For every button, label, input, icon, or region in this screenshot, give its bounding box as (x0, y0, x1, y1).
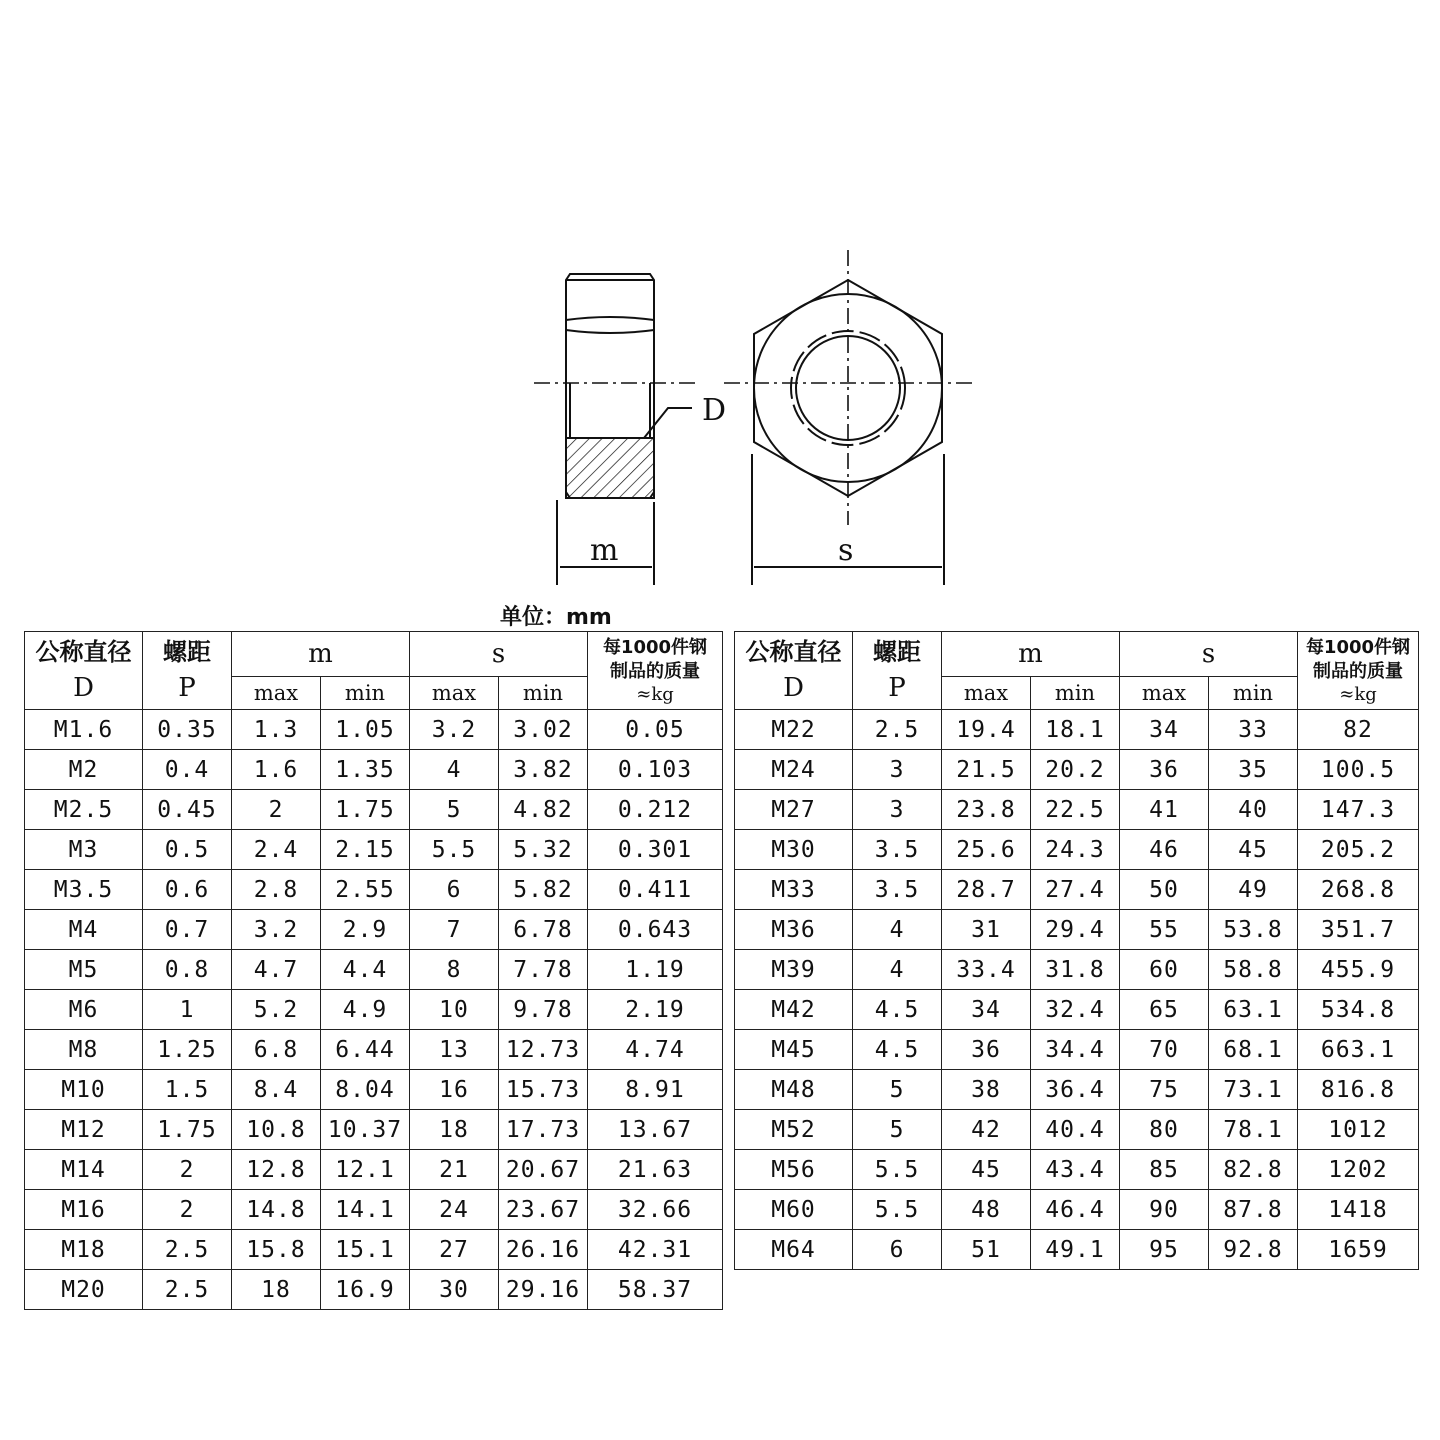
cell-s-max: 6 (410, 870, 499, 910)
header-pitch-symbol: P (178, 672, 196, 703)
cell-s-min: 7.78 (499, 950, 588, 990)
cell-s-min: 92.8 (1209, 1230, 1298, 1270)
cell-s-max: 8 (410, 950, 499, 990)
cell-s-min: 12.73 (499, 1030, 588, 1070)
header-nominal-label: 公称直径 (35, 637, 132, 666)
cell-m-min: 16.9 (321, 1270, 410, 1310)
table-row (735, 710, 1419, 750)
cell-nominal-diameter: M2 (25, 750, 143, 790)
header-mass-line1: 每1000件钢 (602, 636, 708, 658)
cell-mass: 1418 (1298, 1190, 1419, 1230)
cell-s-max: 5.5 (410, 830, 499, 870)
cell-m-min: 18.1 (1031, 710, 1120, 750)
cell-nominal-diameter: M18 (25, 1230, 143, 1270)
cell-s-min: 3.02 (499, 710, 588, 750)
cell-m-min: 8.04 (321, 1070, 410, 1110)
cell-s-max: 34 (1120, 710, 1209, 750)
cell-nominal-diameter: M4 (25, 910, 143, 950)
cell-pitch: 1.5 (143, 1070, 232, 1110)
table-row (25, 950, 723, 990)
cell-m-max: 6.8 (232, 1030, 321, 1070)
table-row (25, 710, 723, 750)
cell-s-max: 30 (410, 1270, 499, 1310)
cell-nominal-diameter: M1.6 (25, 710, 143, 750)
cell-m-max: 12.8 (232, 1150, 321, 1190)
cell-s-min: 26.16 (499, 1230, 588, 1270)
cell-m-max: 38 (942, 1070, 1031, 1110)
cell-pitch: 5.5 (853, 1150, 942, 1190)
table-row (735, 750, 1419, 790)
spec-table-right-body (735, 710, 1419, 1270)
cell-mass: 13.67 (588, 1110, 723, 1150)
header-nominal-diameter (25, 632, 143, 710)
cell-s-max: 13 (410, 1030, 499, 1070)
cell-mass: 1.19 (588, 950, 723, 990)
cell-m-max: 28.7 (942, 870, 1031, 910)
cell-nominal-diameter: M10 (25, 1070, 143, 1110)
header-s-min: min (1209, 677, 1298, 710)
cell-s-max: 70 (1120, 1030, 1209, 1070)
cell-s-max: 7 (410, 910, 499, 950)
cell-mass: 4.74 (588, 1030, 723, 1070)
spec-table-left-body (25, 710, 723, 1310)
cell-s-min: 49 (1209, 870, 1298, 910)
cell-nominal-diameter: M48 (735, 1070, 853, 1110)
cell-m-min: 34.4 (1031, 1030, 1120, 1070)
cell-m-max: 45 (942, 1150, 1031, 1190)
table-row (25, 1150, 723, 1190)
cell-s-min: 4.82 (499, 790, 588, 830)
cell-s-min: 82.8 (1209, 1150, 1298, 1190)
cell-pitch: 0.7 (143, 910, 232, 950)
cell-mass: 663.1 (1298, 1030, 1419, 1070)
cell-nominal-diameter: M6 (25, 990, 143, 1030)
cell-m-min: 2.9 (321, 910, 410, 950)
cell-mass: 1659 (1298, 1230, 1419, 1270)
cell-m-min: 10.37 (321, 1110, 410, 1150)
cell-s-max: 75 (1120, 1070, 1209, 1110)
cell-m-max: 1.3 (232, 710, 321, 750)
cell-pitch: 4 (853, 950, 942, 990)
table-row (25, 1070, 723, 1110)
header-s-label: s (491, 639, 506, 669)
cell-s-min: 45 (1209, 830, 1298, 870)
header-nominal-symbol: D (73, 672, 94, 703)
cell-mass: 0.301 (588, 830, 723, 870)
header-mass-unit: ≈kg (636, 683, 674, 705)
cell-pitch: 0.6 (143, 870, 232, 910)
cell-s-max: 80 (1120, 1110, 1209, 1150)
cell-mass: 0.411 (588, 870, 723, 910)
cell-m-max: 25.6 (942, 830, 1031, 870)
table-row (735, 790, 1419, 830)
cell-nominal-diameter: M64 (735, 1230, 853, 1270)
cell-mass: 205.2 (1298, 830, 1419, 870)
table-row (735, 910, 1419, 950)
diameter-label: D (702, 393, 727, 428)
cell-pitch: 5.5 (853, 1190, 942, 1230)
table-row (25, 790, 723, 830)
table-row (735, 1150, 1419, 1190)
cell-m-min: 22.5 (1031, 790, 1120, 830)
header-m-max: max (942, 677, 1031, 710)
cell-mass: 351.7 (1298, 910, 1419, 950)
header-m-max: max (232, 677, 321, 710)
cell-m-min: 24.3 (1031, 830, 1120, 870)
table-row (25, 990, 723, 1030)
cell-m-min: 1.75 (321, 790, 410, 830)
cell-s-max: 16 (410, 1070, 499, 1110)
header-s-max: max (410, 677, 499, 710)
cell-m-max: 1.6 (232, 750, 321, 790)
cell-mass: 1202 (1298, 1150, 1419, 1190)
cell-m-min: 29.4 (1031, 910, 1120, 950)
cell-nominal-diameter: M30 (735, 830, 853, 870)
header-pitch-symbol: P (888, 672, 906, 703)
cell-pitch: 5 (853, 1070, 942, 1110)
spec-table-left (24, 631, 723, 1310)
table-row (25, 1270, 723, 1310)
cell-pitch: 0.4 (143, 750, 232, 790)
cell-pitch: 3 (853, 790, 942, 830)
cell-s-min: 17.73 (499, 1110, 588, 1150)
cell-nominal-diameter: M3 (25, 830, 143, 870)
cell-mass: 455.9 (1298, 950, 1419, 990)
table-row (735, 870, 1419, 910)
header-nominal-label: 公称直径 (745, 637, 842, 666)
cell-s-max: 27 (410, 1230, 499, 1270)
cell-pitch: 3.5 (853, 830, 942, 870)
cell-m-min: 12.1 (321, 1150, 410, 1190)
cell-m-max: 19.4 (942, 710, 1031, 750)
cell-mass: 147.3 (1298, 790, 1419, 830)
hex-nut-drawing (520, 240, 980, 590)
cell-mass: 0.643 (588, 910, 723, 950)
cell-m-max: 4.7 (232, 950, 321, 990)
cell-nominal-diameter: M36 (735, 910, 853, 950)
cell-pitch: 1.25 (143, 1030, 232, 1070)
cell-pitch: 1.75 (143, 1110, 232, 1150)
cell-nominal-diameter: M45 (735, 1030, 853, 1070)
cell-s-min: 5.32 (499, 830, 588, 870)
cell-s-min: 63.1 (1209, 990, 1298, 1030)
table-row (735, 1110, 1419, 1150)
table-row (735, 1070, 1419, 1110)
cell-m-min: 1.05 (321, 710, 410, 750)
header-m-min: min (1031, 677, 1120, 710)
cell-s-min: 9.78 (499, 990, 588, 1030)
table-row (735, 830, 1419, 870)
cell-nominal-diameter: M39 (735, 950, 853, 990)
table-row (735, 1030, 1419, 1070)
cell-m-min: 6.44 (321, 1030, 410, 1070)
cell-m-max: 15.8 (232, 1230, 321, 1270)
cell-m-max: 23.8 (942, 790, 1031, 830)
cell-pitch: 2 (143, 1190, 232, 1230)
table-row (735, 990, 1419, 1030)
cell-m-min: 4.9 (321, 990, 410, 1030)
cell-s-max: 85 (1120, 1150, 1209, 1190)
cell-s-min: 3.82 (499, 750, 588, 790)
cell-m-min: 27.4 (1031, 870, 1120, 910)
header-m-group (232, 632, 410, 677)
cell-m-max: 14.8 (232, 1190, 321, 1230)
cell-m-max: 8.4 (232, 1070, 321, 1110)
cell-pitch: 3.5 (853, 870, 942, 910)
cell-m-max: 36 (942, 1030, 1031, 1070)
header-pitch (143, 632, 232, 710)
cell-pitch: 3 (853, 750, 942, 790)
cell-nominal-diameter: M8 (25, 1030, 143, 1070)
cell-s-min: 40 (1209, 790, 1298, 830)
header-mass (588, 632, 723, 710)
table-row (735, 1190, 1419, 1230)
cell-s-min: 20.67 (499, 1150, 588, 1190)
cell-s-min: 87.8 (1209, 1190, 1298, 1230)
cell-s-max: 90 (1120, 1190, 1209, 1230)
cell-pitch: 4 (853, 910, 942, 950)
cell-m-max: 48 (942, 1190, 1031, 1230)
cell-s-max: 46 (1120, 830, 1209, 870)
unit-label: 单位：mm (500, 605, 612, 630)
cell-nominal-diameter: M5 (25, 950, 143, 990)
cell-nominal-diameter: M20 (25, 1270, 143, 1310)
table-row (25, 1030, 723, 1070)
cell-nominal-diameter: M52 (735, 1110, 853, 1150)
cell-s-max: 10 (410, 990, 499, 1030)
cell-m-min: 1.35 (321, 750, 410, 790)
cell-mass: 2.19 (588, 990, 723, 1030)
cell-nominal-diameter: M2.5 (25, 790, 143, 830)
cell-pitch: 0.35 (143, 710, 232, 750)
header-mass-line1: 每1000件钢 (1305, 636, 1411, 658)
cell-m-min: 31.8 (1031, 950, 1120, 990)
cell-mass: 32.66 (588, 1190, 723, 1230)
cell-s-max: 50 (1120, 870, 1209, 910)
cell-pitch: 0.5 (143, 830, 232, 870)
cell-mass: 534.8 (1298, 990, 1419, 1030)
cell-s-max: 21 (410, 1150, 499, 1190)
cell-pitch: 5 (853, 1110, 942, 1150)
cell-s-min: 23.67 (499, 1190, 588, 1230)
cell-s-min: 33 (1209, 710, 1298, 750)
header-m-group (942, 632, 1120, 677)
cell-m-min: 4.4 (321, 950, 410, 990)
cell-m-max: 31 (942, 910, 1031, 950)
cell-s-min: 68.1 (1209, 1030, 1298, 1070)
cell-m-max: 21.5 (942, 750, 1031, 790)
cell-s-max: 55 (1120, 910, 1209, 950)
cell-pitch: 1 (143, 990, 232, 1030)
cell-mass: 8.91 (588, 1070, 723, 1110)
cell-s-min: 35 (1209, 750, 1298, 790)
cell-mass: 0.05 (588, 710, 723, 750)
cell-m-max: 51 (942, 1230, 1031, 1270)
header-mass-unit: ≈kg (1339, 683, 1377, 705)
cell-nominal-diameter: M16 (25, 1190, 143, 1230)
cell-s-min: 6.78 (499, 910, 588, 950)
cell-s-min: 5.82 (499, 870, 588, 910)
table-row (25, 910, 723, 950)
cell-m-min: 15.1 (321, 1230, 410, 1270)
cell-nominal-diameter: M24 (735, 750, 853, 790)
header-mass (1298, 632, 1419, 710)
cell-nominal-diameter: M56 (735, 1150, 853, 1190)
cell-m-min: 14.1 (321, 1190, 410, 1230)
header-m-label: m (308, 639, 333, 669)
cell-s-min: 53.8 (1209, 910, 1298, 950)
header-mass-line2: 制品的质量 (610, 660, 700, 682)
header-mass-line2: 制品的质量 (1313, 660, 1403, 682)
cell-s-min: 15.73 (499, 1070, 588, 1110)
table-row (25, 750, 723, 790)
cell-s-max: 41 (1120, 790, 1209, 830)
header-pitch-label: 螺距 (873, 637, 921, 666)
table-row (735, 1230, 1419, 1270)
cell-mass: 816.8 (1298, 1070, 1419, 1110)
cell-mass: 0.212 (588, 790, 723, 830)
cell-s-max: 65 (1120, 990, 1209, 1030)
header-pitch (853, 632, 942, 710)
cell-m-max: 34 (942, 990, 1031, 1030)
cell-m-max: 2.4 (232, 830, 321, 870)
cell-s-max: 3.2 (410, 710, 499, 750)
cell-s-max: 60 (1120, 950, 1209, 990)
cell-s-min: 29.16 (499, 1270, 588, 1310)
header-nominal-diameter (735, 632, 853, 710)
cell-m-min: 36.4 (1031, 1070, 1120, 1110)
cell-m-min: 20.2 (1031, 750, 1120, 790)
cell-m-min: 2.15 (321, 830, 410, 870)
cell-m-min: 32.4 (1031, 990, 1120, 1030)
cell-s-max: 18 (410, 1110, 499, 1150)
cell-pitch: 2 (143, 1150, 232, 1190)
cell-m-max: 18 (232, 1270, 321, 1310)
cell-nominal-diameter: M42 (735, 990, 853, 1030)
cell-s-max: 36 (1120, 750, 1209, 790)
cell-pitch: 0.8 (143, 950, 232, 990)
table-row (25, 1190, 723, 1230)
cell-s-min: 78.1 (1209, 1110, 1298, 1150)
cell-pitch: 2.5 (853, 710, 942, 750)
cell-s-min: 58.8 (1209, 950, 1298, 990)
cell-m-min: 49.1 (1031, 1230, 1120, 1270)
cell-m-min: 46.4 (1031, 1190, 1120, 1230)
header-s-max: max (1120, 677, 1209, 710)
width-across-flats-label: s (838, 533, 854, 568)
height-label: m (590, 533, 619, 568)
cell-nominal-diameter: M12 (25, 1110, 143, 1150)
cell-pitch: 2.5 (143, 1230, 232, 1270)
spec-table-right (734, 631, 1419, 1270)
cell-nominal-diameter: M60 (735, 1190, 853, 1230)
table-row (25, 870, 723, 910)
header-m-min: min (321, 677, 410, 710)
cell-mass: 21.63 (588, 1150, 723, 1190)
header-s-min: min (499, 677, 588, 710)
cell-m-min: 2.55 (321, 870, 410, 910)
cell-pitch: 4.5 (853, 990, 942, 1030)
cell-mass: 0.103 (588, 750, 723, 790)
cell-m-max: 3.2 (232, 910, 321, 950)
cell-mass: 100.5 (1298, 750, 1419, 790)
cell-nominal-diameter: M14 (25, 1150, 143, 1190)
cell-mass: 1012 (1298, 1110, 1419, 1150)
cell-m-max: 2.8 (232, 870, 321, 910)
table-row (25, 1230, 723, 1270)
table-row (25, 1110, 723, 1150)
table-row (735, 950, 1419, 990)
cell-nominal-diameter: M27 (735, 790, 853, 830)
table-row (25, 830, 723, 870)
cell-nominal-diameter: M3.5 (25, 870, 143, 910)
cell-mass: 58.37 (588, 1270, 723, 1310)
cell-mass: 42.31 (588, 1230, 723, 1270)
cell-s-max: 95 (1120, 1230, 1209, 1270)
cell-mass: 82 (1298, 710, 1419, 750)
cell-nominal-diameter: M33 (735, 870, 853, 910)
cell-mass: 268.8 (1298, 870, 1419, 910)
cell-pitch: 2.5 (143, 1270, 232, 1310)
cell-pitch: 4.5 (853, 1030, 942, 1070)
header-s-group (1120, 632, 1298, 677)
header-m-label: m (1018, 639, 1043, 669)
cell-s-min: 73.1 (1209, 1070, 1298, 1110)
header-pitch-label: 螺距 (163, 637, 211, 666)
cell-m-min: 40.4 (1031, 1110, 1120, 1150)
cell-s-max: 5 (410, 790, 499, 830)
cell-m-min: 43.4 (1031, 1150, 1120, 1190)
cell-m-max: 10.8 (232, 1110, 321, 1150)
cell-pitch: 6 (853, 1230, 942, 1270)
header-s-group (410, 632, 588, 677)
cell-m-max: 2 (232, 790, 321, 830)
cell-pitch: 0.45 (143, 790, 232, 830)
cell-s-max: 24 (410, 1190, 499, 1230)
header-s-label: s (1201, 639, 1216, 669)
cell-m-max: 42 (942, 1110, 1031, 1150)
cell-nominal-diameter: M22 (735, 710, 853, 750)
cell-s-max: 4 (410, 750, 499, 790)
cell-m-max: 33.4 (942, 950, 1031, 990)
cell-m-max: 5.2 (232, 990, 321, 1030)
header-nominal-symbol: D (783, 672, 804, 703)
